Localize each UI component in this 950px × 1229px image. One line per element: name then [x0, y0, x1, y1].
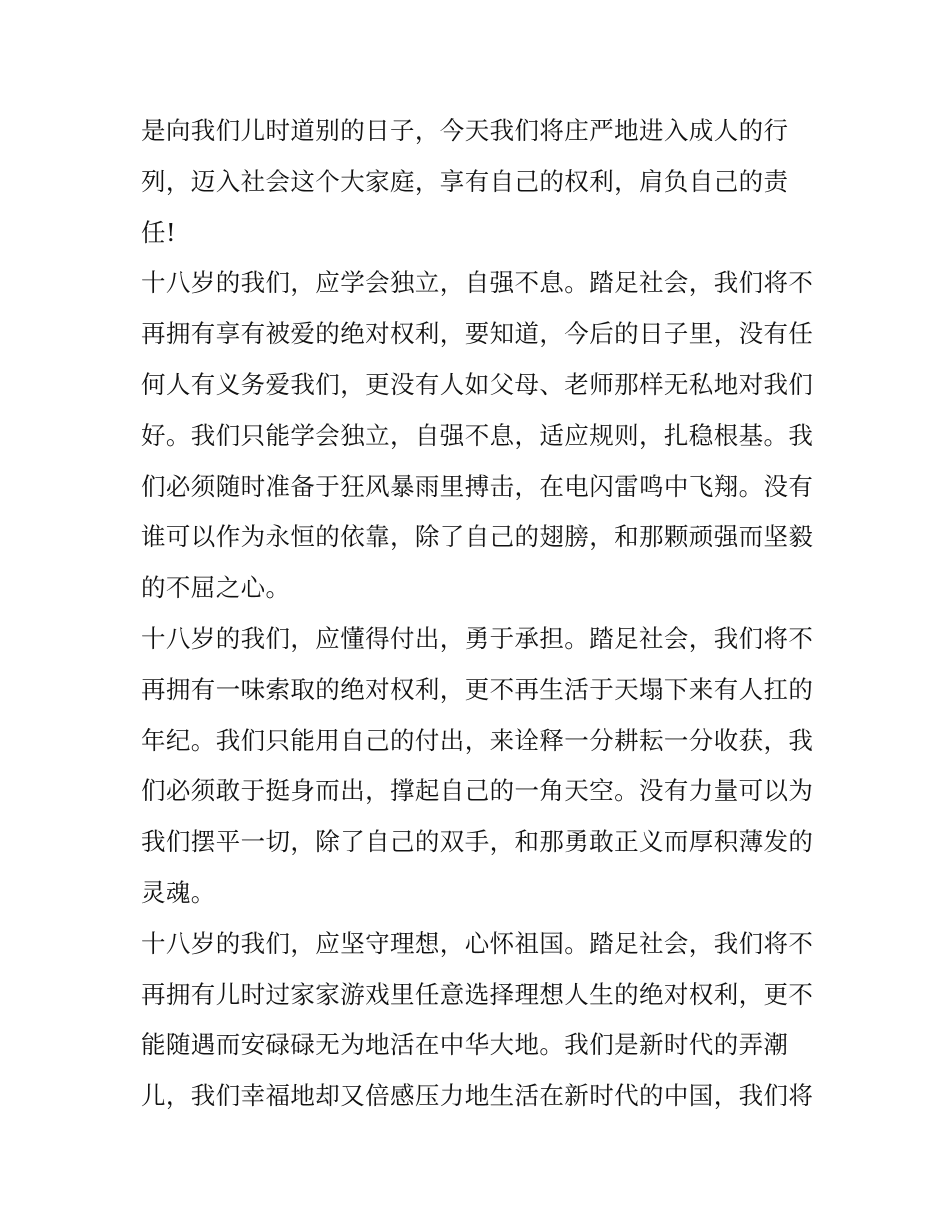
text-line: 再拥有享有被爱的绝对权利，要知道，今后的日子里，没有任: [141, 319, 814, 349]
text-line: 的不屈之心。: [141, 573, 291, 603]
text-line: 再拥有儿时过家家游戏里任意选择理想人生的绝对权利，更不: [141, 979, 814, 1009]
text-line: 能随遇而安碌碌无为地活在中华大地。我们是新时代的弄潮: [141, 1030, 789, 1060]
body-text: [141, 106, 831, 1122]
text-line: 年纪。我们只能用自己的付出，来诠释一分耕耘一分收获，我: [141, 725, 814, 755]
text-line: 我们摆平一切，除了自己的双手，和那勇敢正义而厚积薄发的: [141, 827, 814, 857]
text-line: 十八岁的我们，应坚守理想，心怀祖国。踏足社会，我们将不: [141, 928, 814, 958]
text-line: 灵魂。: [141, 877, 216, 907]
text-line: 再拥有一味索取的绝对权利，更不再生活于天塌下来有人扛的: [141, 674, 814, 704]
text-line: 列，迈入社会这个大家庭，享有自己的权利，肩负自己的责: [141, 166, 789, 196]
text-line: 是向我们儿时道别的日子，今天我们将庄严地进入成人的行: [141, 116, 789, 145]
text-line: 十八岁的我们，应懂得付出，勇于承担。踏足社会，我们将不: [141, 623, 814, 653]
text-line: 们必须敢于挺身而出，撑起自己的一角天空。没有力量可以为: [141, 776, 814, 806]
text-line: 任!: [141, 217, 177, 247]
text-line: 十八岁的我们，应学会独立，自强不息。踏足社会，我们将不: [141, 268, 814, 298]
text-line: 儿，我们幸福地却又倍感压力地生活在新时代的中国，我们将: [141, 1081, 814, 1111]
text-line: 谁可以作为永恒的依靠，除了自己的翅膀，和那颗顽强而坚毅: [141, 522, 814, 552]
text-line: 好。我们只能学会独立，自强不息，适应规则，扎稳根基。我: [141, 420, 814, 450]
text-line: 何人有义务爱我们，更没有人如父母、老师那样无私地对我们: [141, 369, 814, 399]
text-line: 们必须随时准备于狂风暴雨里搏击，在电闪雷鸣中飞翔。没有: [141, 471, 814, 501]
